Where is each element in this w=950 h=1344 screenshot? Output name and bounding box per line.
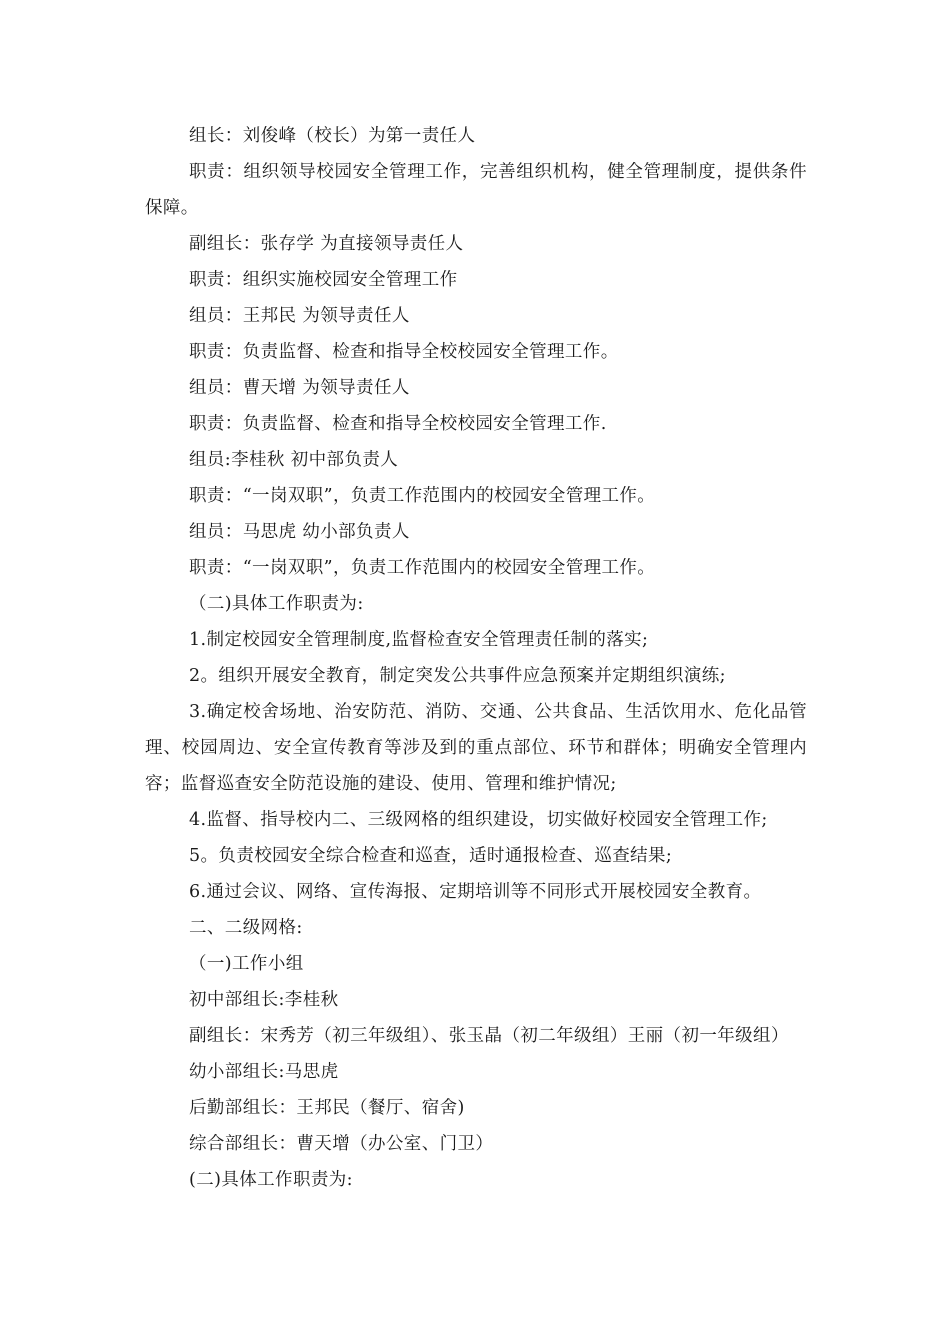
- list-item-3: 3.确定校舍场地、治安防范、消防、交通、公共食品、生活饮用水、危化品管理、校园周边、安全宣传教育等涉及到的重点部位、环节和群体；明确安全管理内容；监督巡查安全防范设施的建设、使用、管理和维护情况;: [145, 702, 807, 794]
- paragraph-member-cao: 组员：曹天增 为领导责任人: [189, 378, 410, 398]
- paragraph-member-wang-duty: 职责：负责监督、检查和指导全校校园安全管理工作。: [189, 342, 619, 362]
- paragraph-junior-deputies: 副组长：宋秀芳（初三年级组）、张玉晶（初二年级组）王丽（初一年级组）: [189, 1026, 789, 1046]
- list-item-1: 1.制定校园安全管理制度,监督检查安全管理责任制的落实;: [189, 630, 649, 650]
- section-heading-duties: （二)具体工作职责为:: [189, 594, 364, 614]
- subsection-heading-duties: (二)具体工作职责为:: [189, 1170, 353, 1190]
- subsection-heading-work-group: （一)工作小组: [189, 954, 304, 974]
- paragraph-leader-duty: 职责：组织领导校园安全管理工作，完善组织机构，健全管理制度，提供条件保障。: [145, 162, 807, 218]
- list-item-6: 6.通过会议、网络、宣传海报、定期培训等不同形式开展校园安全教育。: [189, 882, 762, 902]
- paragraph-member-ma: 组员：马思虎 幼小部负责人: [189, 522, 410, 542]
- paragraph-member-wang: 组员：王邦民 为领导责任人: [189, 306, 410, 326]
- paragraph-member-ma-duty: 职责：“一岗双职”，负责工作范围内的校园安全管理工作。: [189, 558, 656, 578]
- paragraph-logistics-leader: 后勤部组长：王邦民（餐厅、宿舍): [189, 1098, 465, 1118]
- list-item-5: 5。负责校园安全综合检查和巡查，适时通报检查、巡查结果;: [189, 846, 673, 866]
- list-item-2: 2。组织开展安全教育，制定突发公共事件应急预案并定期组织演练;: [189, 666, 726, 686]
- paragraph-leader: 组长：刘俊峰（校长）为第一责任人: [189, 126, 476, 146]
- paragraph-primary-leader: 幼小部组长:马思虎: [189, 1062, 339, 1082]
- paragraph-member-li: 组员:李桂秋 初中部负责人: [189, 450, 399, 470]
- paragraph-member-cao-duty: 职责：负责监督、检查和指导全校校园安全管理工作.: [189, 414, 607, 434]
- list-item-4: 4.监督、指导校内二、三级网格的组织建设，切实做好校园安全管理工作;: [189, 810, 768, 830]
- paragraph-deputy-leader: 副组长：张存学 为直接领导责任人: [189, 234, 464, 254]
- paragraph-deputy-duty: 职责：组织实施校园安全管理工作: [189, 270, 458, 290]
- section-heading-level2-grid: 二、二级网格:: [189, 918, 303, 938]
- paragraph-general-leader: 综合部组长：曹天增（办公室、门卫）: [189, 1134, 494, 1154]
- paragraph-member-li-duty: 职责：“一岗双职”，负责工作范围内的校园安全管理工作。: [189, 486, 656, 506]
- document-body: [145, 118, 807, 1198]
- paragraph-junior-leader: 初中部组长:李桂秋: [189, 990, 339, 1010]
